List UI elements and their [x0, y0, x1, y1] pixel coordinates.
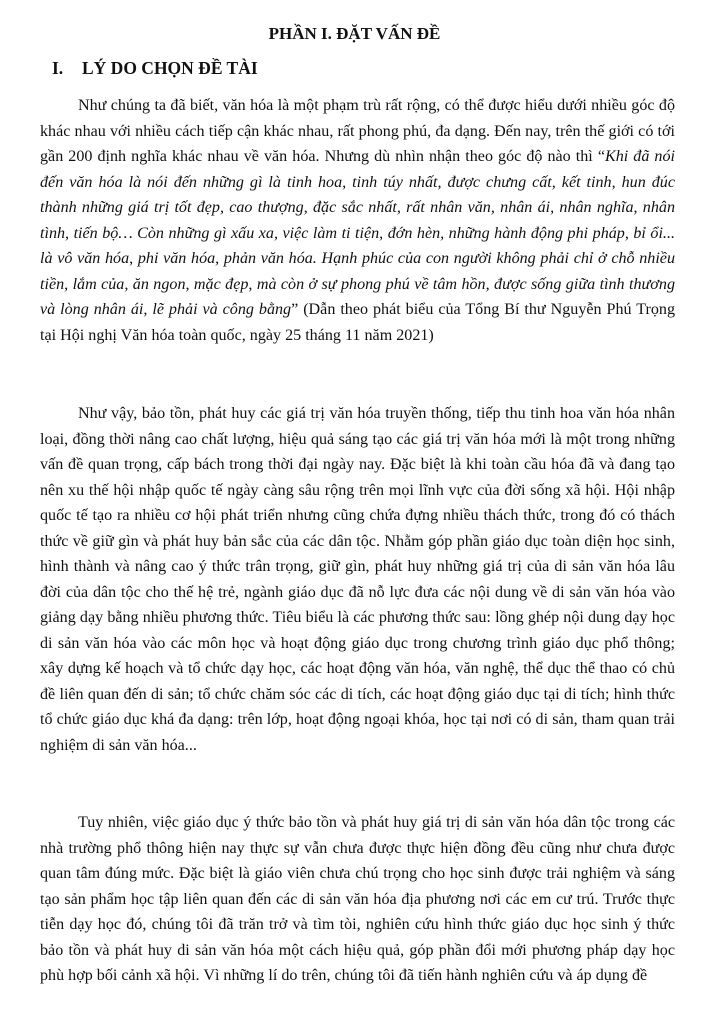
paragraph-1-intro: Như chúng ta đã biết, văn hóa là một phạm trù rất rộng, có thể được hiểu dưới nhiều góc độ khác nhau với nhiều cách tiếp cận khác nhau, rất phong phú, đa dạng. Đến nay, trên thế giới có tới gần 200 định nghĩa khác nhau về văn hóa. Nhưng dù nhìn nhận theo góc độ nào thì “ — [40, 97, 675, 165]
paragraph-1-outro: ” (Dẫn theo phát biểu của Tổng Bí thư Nguyễn Phú Trọng tại Hội nghị Văn hóa toàn quốc, ngày 25 tháng 11 năm 2021) — [40, 301, 675, 344]
paragraph-2: Như vậy, bảo tồn, phát huy các giá trị văn hóa truyền thống, tiếp thu tinh hoa văn hóa nhân loại, đồng thời nâng cao chất lượng, hiệu quả sáng tạo các giá trị văn hóa mới là một trong những vấn đề quan trọng, cấp bách trong thời đại ngày nay. Đặc biệt là khi toàn cầu hóa đã và đang tạo nên xu thế hội nhập quốc tế ngày càng sâu rộng trên mọi lĩnh vực của đời sống xã hội. Hội nhập quốc tế tạo ra nhiều cơ hội phát triển nhưng cũng chứa đựng nhiều thách thức, trong đó có thách thức về giữ gìn và phát huy bản sắc của các dân tộc. Nhằm góp phần giáo dục toàn diện học sinh, hình thành và nâng cao ý thức trân trọng, giữ gìn, phát huy những giá trị của di sản văn hóa lâu đời của dân tộc cho thế hệ trẻ, ngành giáo dục đã nỗ lực đưa các nội dung về di sản văn hóa vào giảng dạy bằng nhiều phương thức. Tiêu biểu là các phương thức sau: lồng ghép nội dung dạy học di sản văn hóa vào các môn học và hoạt động giáo dục trong chương trình giáo dục phổ thông; xây dựng kế hoạch và tổ chức dạy học, các hoạt động văn hóa, văn nghệ, thể dục thể thao có chủ đề liên quan đến di sản; tổ chức chăm sóc các di tích, các hoạt động giáo dục tại di tích; hình thức tổ chức giáo dục khá đa dạng: trên lớp, hoạt động ngoại khóa, học tại nơi có di sản, tham quan trải nghiệm di sản văn hóa... — [40, 405, 675, 754]
paragraph-1-quote: Khi đã nói đến văn hóa là nói đến những gì là tinh hoa, tinh túy nhất, được chưng cất, kết tinh, hun đúc thành những giá trị tốt đẹp, cao thượng, đặc sắc nhất, rất nhân văn, nhân ái, nhân nghĩa, nhân tình, tiến bộ… Còn những gì xấu xa, việc làm ti tiện, đớn hèn, những hành động phi pháp, bỉ ổi... là vô văn hóa, phi văn hóa, phản văn hóa. Hạnh phúc của con người không phải chỉ ở chỗ nhiều tiền, lắm của, ăn ngon, mặc đẹp, mà còn ở sự phong phú về tâm hồn, được sống giữa tình thương và lòng nhân ái, lẽ phải và công bằng — [40, 148, 675, 318]
section-heading — [52, 58, 258, 79]
section-title: LÝ DO CHỌN ĐỀ TÀI — [82, 58, 258, 78]
part-title: PHẦN I. ĐẶT VẤN ĐỀ — [268, 24, 441, 43]
section-number: I. — [52, 58, 64, 78]
paragraph-3: Tuy nhiên, việc giáo dục ý thức bảo tồn và phát huy giá trị di sản văn hóa dân tộc trong các nhà trường phổ thông hiện nay thực sự vẫn chưa được thực hiện đồng đều cũng như chưa được quan tâm đúng mức. Đặc biệt là giáo viên chưa chú trọng cho học sinh được trải nghiệm và sáng tạo sản phẩm học tập liên quan đến các di sản văn hóa địa phương nơi các em cư trú. Trước thực tiễn dạy học đó, chúng tôi đã trăn trở và tìm tòi, nghiên cứu hình thức giáo dục học sinh ý thức bảo tồn và phát huy di sản văn hóa một cách hiệu quả, góp phần đổi mới phương pháp dạy học phù hợp bối cảnh xã hội. Vì những lí do trên, chúng tôi đã tiến hành nghiên cứu và áp dụng đề — [40, 814, 675, 984]
paragraph-1 — [40, 93, 675, 348]
